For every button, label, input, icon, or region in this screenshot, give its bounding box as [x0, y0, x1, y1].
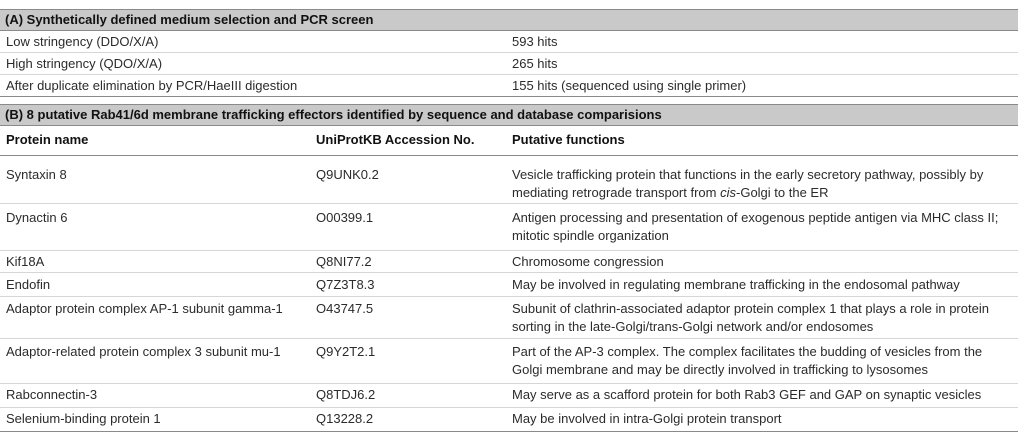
protein-name: Kif18A — [6, 254, 45, 269]
table-row — [0, 53, 1018, 75]
putative-function: May serve as a scafford protein for both Rab3 GEF and GAP on synaptic vesicles — [512, 387, 982, 402]
accession-number: O43747.5 — [316, 301, 374, 316]
row-value: 593 hits — [512, 34, 558, 49]
row-label: After duplicate elimination by PCR/HaeIII digestion — [6, 78, 298, 93]
putative-function: Subunit of clathrin-associated adaptor protein complex 1 that plays a role in protein sorting in the late-Golgi/trans-Golgi network and/or endosomes — [512, 301, 989, 334]
table-row — [0, 408, 1018, 432]
section-a-header — [0, 9, 1018, 31]
accession-number: Q9UNK0.2 — [316, 167, 379, 182]
accession-number: Q7Z3T8.3 — [316, 277, 375, 292]
accession-number: Q8TDJ6.2 — [316, 387, 376, 402]
putative-function — [512, 166, 1012, 202]
row-label: Low stringency (DDO/X/A) — [6, 34, 159, 49]
function-italic-text: cis — [720, 185, 736, 200]
function-text: -Golgi to the ER — [736, 185, 829, 200]
section-b-header — [0, 104, 1018, 126]
section-a-title: (A) Synthetically defined medium selection and PCR screen — [5, 12, 374, 27]
protein-name: Adaptor-related protein complex 3 subunit mu-1 — [6, 344, 281, 359]
column-header-row — [0, 126, 1018, 156]
protein-name: Syntaxin 8 — [6, 167, 67, 182]
accession-number: Q13228.2 — [316, 411, 374, 426]
table-row — [0, 156, 1018, 204]
col-header-protein-name: Protein name — [6, 132, 89, 147]
col-header-functions: Putative functions — [512, 132, 625, 147]
table-row — [0, 384, 1018, 408]
protein-name: Endofin — [6, 277, 51, 292]
putative-function: Antigen processing and presentation of exogenous peptide antigen via MHC class II; mitotic spindle organization — [512, 210, 999, 243]
row-value: 155 hits (sequenced using single primer) — [512, 78, 747, 93]
protein-name: Selenium-binding protein 1 — [6, 411, 161, 426]
putative-function: May be involved in intra-Golgi protein transport — [512, 411, 782, 426]
section-b-title: (B) 8 putative Rab41/6d membrane trafficking effectors identified by sequence and database comparisions — [5, 107, 662, 122]
row-label: High stringency (QDO/X/A) — [6, 56, 163, 71]
table-row — [0, 273, 1018, 297]
putative-function: May be involved in regulating membrane trafficking in the endosomal pathway — [512, 277, 960, 292]
protein-name: Adaptor protein complex AP-1 subunit gamma-1 — [6, 301, 283, 316]
table-row — [0, 339, 1018, 384]
protein-name: Dynactin 6 — [6, 210, 68, 225]
accession-number: O00399.1 — [316, 210, 374, 225]
table-row — [0, 204, 1018, 251]
putative-function: Part of the AP-3 complex. The complex facilitates the budding of vesicles from the Golgi membrane and may be directly involved in trafficking to lysosomes — [512, 344, 983, 377]
putative-function: Chromosome congression — [512, 254, 664, 269]
function-text: Vesicle trafficking protein that functions in the early secretory pathway, possibly by mediating retrograde transport from — [512, 167, 984, 200]
row-value: 265 hits — [512, 56, 558, 71]
table-row — [0, 251, 1018, 273]
table-row — [0, 297, 1018, 339]
protein-name: Rabconnectin-3 — [6, 387, 98, 402]
table-row — [0, 75, 1018, 97]
accession-number: Q9Y2T2.1 — [316, 344, 376, 359]
col-header-accession: UniProtKB Accession No. — [316, 132, 475, 147]
accession-number: Q8NI77.2 — [316, 254, 372, 269]
table-row — [0, 31, 1018, 53]
